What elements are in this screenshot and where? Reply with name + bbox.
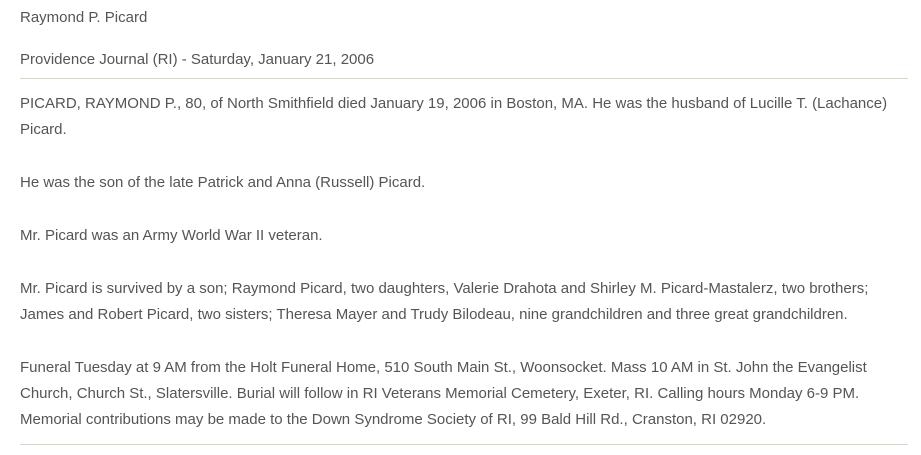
obituary-paragraph-funeral: Funeral Tuesday at 9 AM from the Holt Funeral Home, 510 South Main St., Woonsocket. Mass 10 AM in St. John the Evangelist Church, Church St., Slatersville. Burial will follow in RI Veterans Memorial Cemetery, Exeter, RI. Calling hours Monday 6-9 PM. Memorial contributions may be made to the Down Syndrome Society of RI, 99 Bald Hill Rd., Cranston, RI 02920. [20,359,867,428]
bottom-divider [20,444,908,445]
obituary-paragraph-survivors: Mr. Picard is survived by a son; Raymond Picard, two daughters, Valerie Drahota and Shirley M. Picard-Mastalerz, two brothers; James and Robert Picard, two sisters; Theresa Mayer and Trudy Bilodeau, nine grandchildren and three great grandchildren. [20,280,869,323]
deceased-name: Raymond P. Picard [20,9,148,26]
top-divider [20,78,908,79]
obituary-paragraph-parents: He was the son of the late Patrick and Anna (Russell) Picard. [20,174,426,191]
obituary-paragraph-military: Mr. Picard was an Army World War II veteran. [20,227,323,244]
publication-source: Providence Journal (RI) - Saturday, January 21, 2006 [20,51,375,68]
obituary-paragraph-intro: PICARD, RAYMOND P., 80, of North Smithfield died January 19, 2006 in Boston, MA. He was the husband of Lucille T. (Lachance) Picard. [20,95,888,138]
